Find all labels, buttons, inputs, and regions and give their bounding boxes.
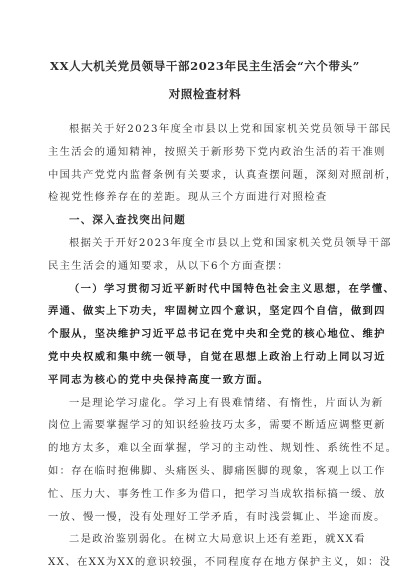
point-one-line: 一是理论学习虚化。学习上有畏难情绪、有惰性，片面认为新 xyxy=(69,396,384,409)
document-title-line2: 对照检查材料 xyxy=(168,87,242,101)
intro-line: 中国共产党党内监督条例有关要求，认真查摆问题，深刻对照剖析， xyxy=(48,168,398,181)
subsection-line: （一）学习贯彻习近平新时代中国特色社会主义思想，在学懂、 xyxy=(69,282,396,295)
intro-line: 检视党性修养存在的差距。现从三个方面进行对照检查 xyxy=(48,191,328,204)
point-two-line: 二是政治鉴别弱化。在树立大局意识上还有差距，就XX看 xyxy=(69,533,366,546)
point-one-line: 忙、压力大、事务性工作多为借口，把学习当成软指标搞一缓、放 xyxy=(48,487,386,500)
point-one-line: 如：存在临时抱佛脚、头痛医头、脚痛医脚的现象，客观上以工作 xyxy=(48,464,386,477)
subsection-line: 党中央权威和集中统一领导，自觉在思想上政治上行动上同以习近 xyxy=(48,350,386,363)
intro-line: 根据关于好2023年度全市县以上党和国家机关党员领导干部民 xyxy=(69,123,392,135)
subsection-line: 个服从，坚决维护习近平总书记在党中央和全党的核心地位、维护 xyxy=(48,328,386,341)
section-heading: 一、深入查找突出问题 xyxy=(69,214,186,227)
intro-paragraph xyxy=(48,118,398,209)
point-one-line: 一放、慢一慢，没有处理好工学矛盾，有时浅尝辄止、半途而废。 xyxy=(48,510,386,523)
section-intro-line: 民主生活会的通知要求，从以下6个方面查摆： xyxy=(48,259,289,272)
intro-line: 主生活会的通知精神，按照关于新形势下党内政治生活的若干准则 xyxy=(48,145,386,158)
subsection-line: 平同志为核心的党中央保持高度一致方面。 xyxy=(48,373,270,386)
point-two-paragraph xyxy=(48,528,392,574)
section-intro-paragraph xyxy=(48,232,392,278)
point-one-line: 的地方太多，难以全面掌握，学习的主动性、规划性、系统性不足。 xyxy=(48,442,398,455)
document-title-line1: XX人大机关党员领导干部2023年民主生活会“六个带头” xyxy=(50,59,360,73)
point-one-paragraph xyxy=(48,392,398,529)
subsection-heading-paragraph xyxy=(48,278,396,392)
section-intro-line: 根据关于开好2023年度全市县以上党和国家机关党员领导干部 xyxy=(69,236,392,249)
point-two-line: XX、在XX为XX的意识较强，不同程度存在地方保护主义，如：没 xyxy=(48,556,392,569)
point-one-line: 岗位上需要掌握学习的知识经验技巧太多，需要不断适应调整更新 xyxy=(48,419,386,432)
subsection-line: 弄通、做实上下功夫，牢固树立四个意识，坚定四个自信，做到四 xyxy=(48,305,386,318)
